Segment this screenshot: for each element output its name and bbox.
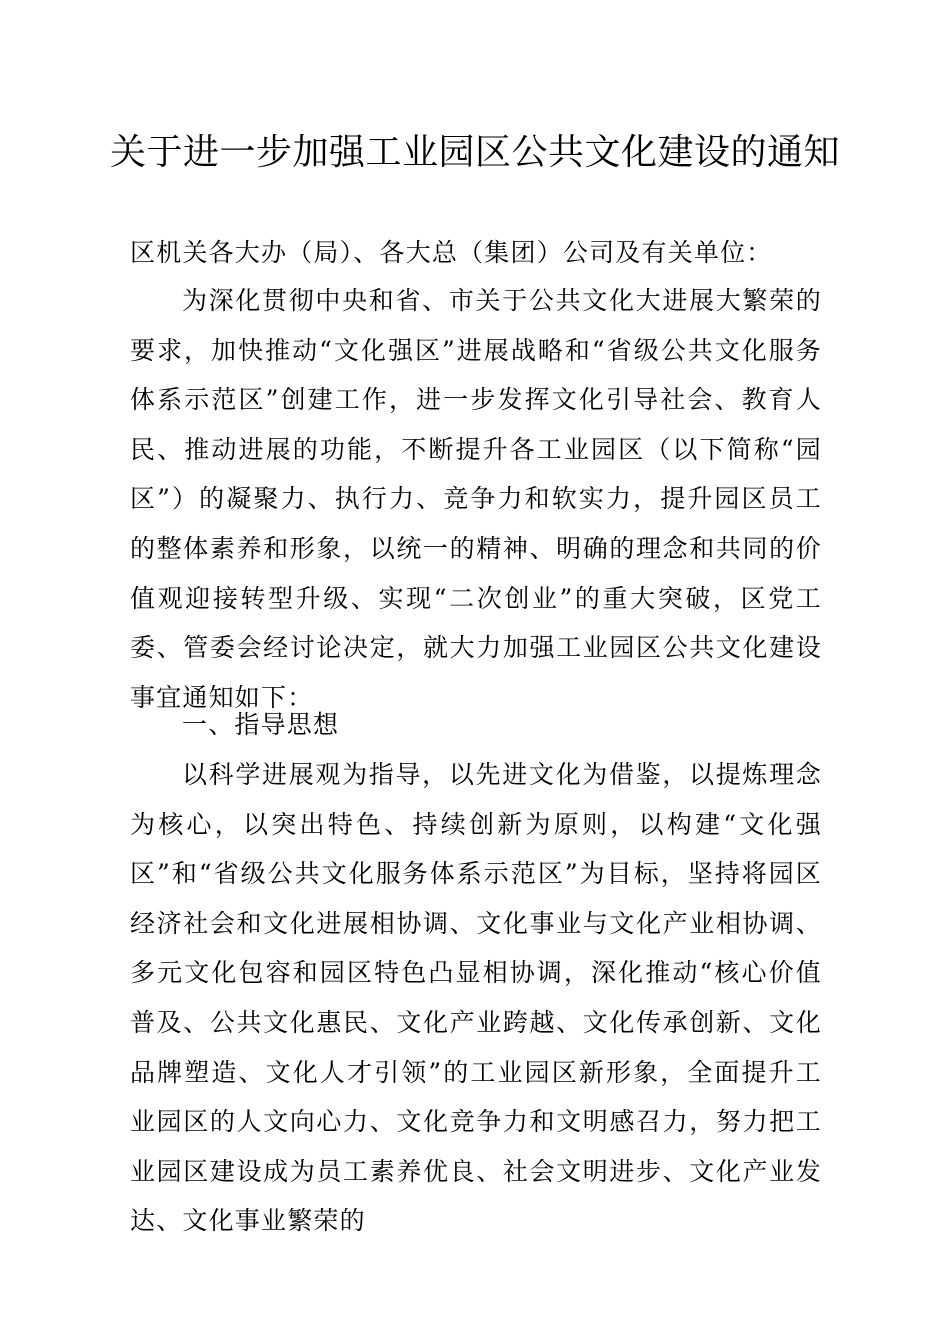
paragraph-guiding-ideology: 以科学进展观为指导，以先进文化为借鉴，以提炼理念为核心，以突出特色、持续创新为原则，以构建“文化强区”和“省级公共文化服务体系示范区”为目标，坚持将园区经济社会和文化进展相协调、文化事业与文化产业相协调、多元文化包容和园区特色凸显相协调，深化推动“核心价值普及、公共文化惠民、文化产业跨越、文化传承创新、文化品牌塑造、文化人才引领”的工业园区新形象，全面提升工业园区的人文向心力、文化竞争力和文明感召力，努力把工业园区建设成为员工素养优良、社会文明进步、文化产业发达、文化事业繁荣的 (130, 760, 822, 1236)
salutation: 区机关各大办（局）、各大总（集团）公司及有关单位： (130, 238, 773, 267)
section-heading-guiding-ideology: 一、指导思想 (182, 710, 340, 739)
paragraph-intro: 为深化贯彻中央和省、市关于公共文化大进展大繁荣的要求，加快推动“文化强区”进展战略和“省级公共文化服务体系示范区”创建工作，进一步发挥文化引导社会、教育人民、推动进展的功能，不断提升各工业园区（以下简称“园区”）的凝聚力、执行力、竞争力和软实力，提升园区员工的整体素养和形象，以统一的精神、明确的理念和共同的价值观迎接转型升级、实现“二次创业”的重大突破，区党工委、管委会经讨论决定，就大力加强工业园区公共文化建设事宜通知如下： (130, 286, 822, 712)
document-title: 关于进一步加强工业园区公共文化建设的通知 (109, 132, 840, 173)
